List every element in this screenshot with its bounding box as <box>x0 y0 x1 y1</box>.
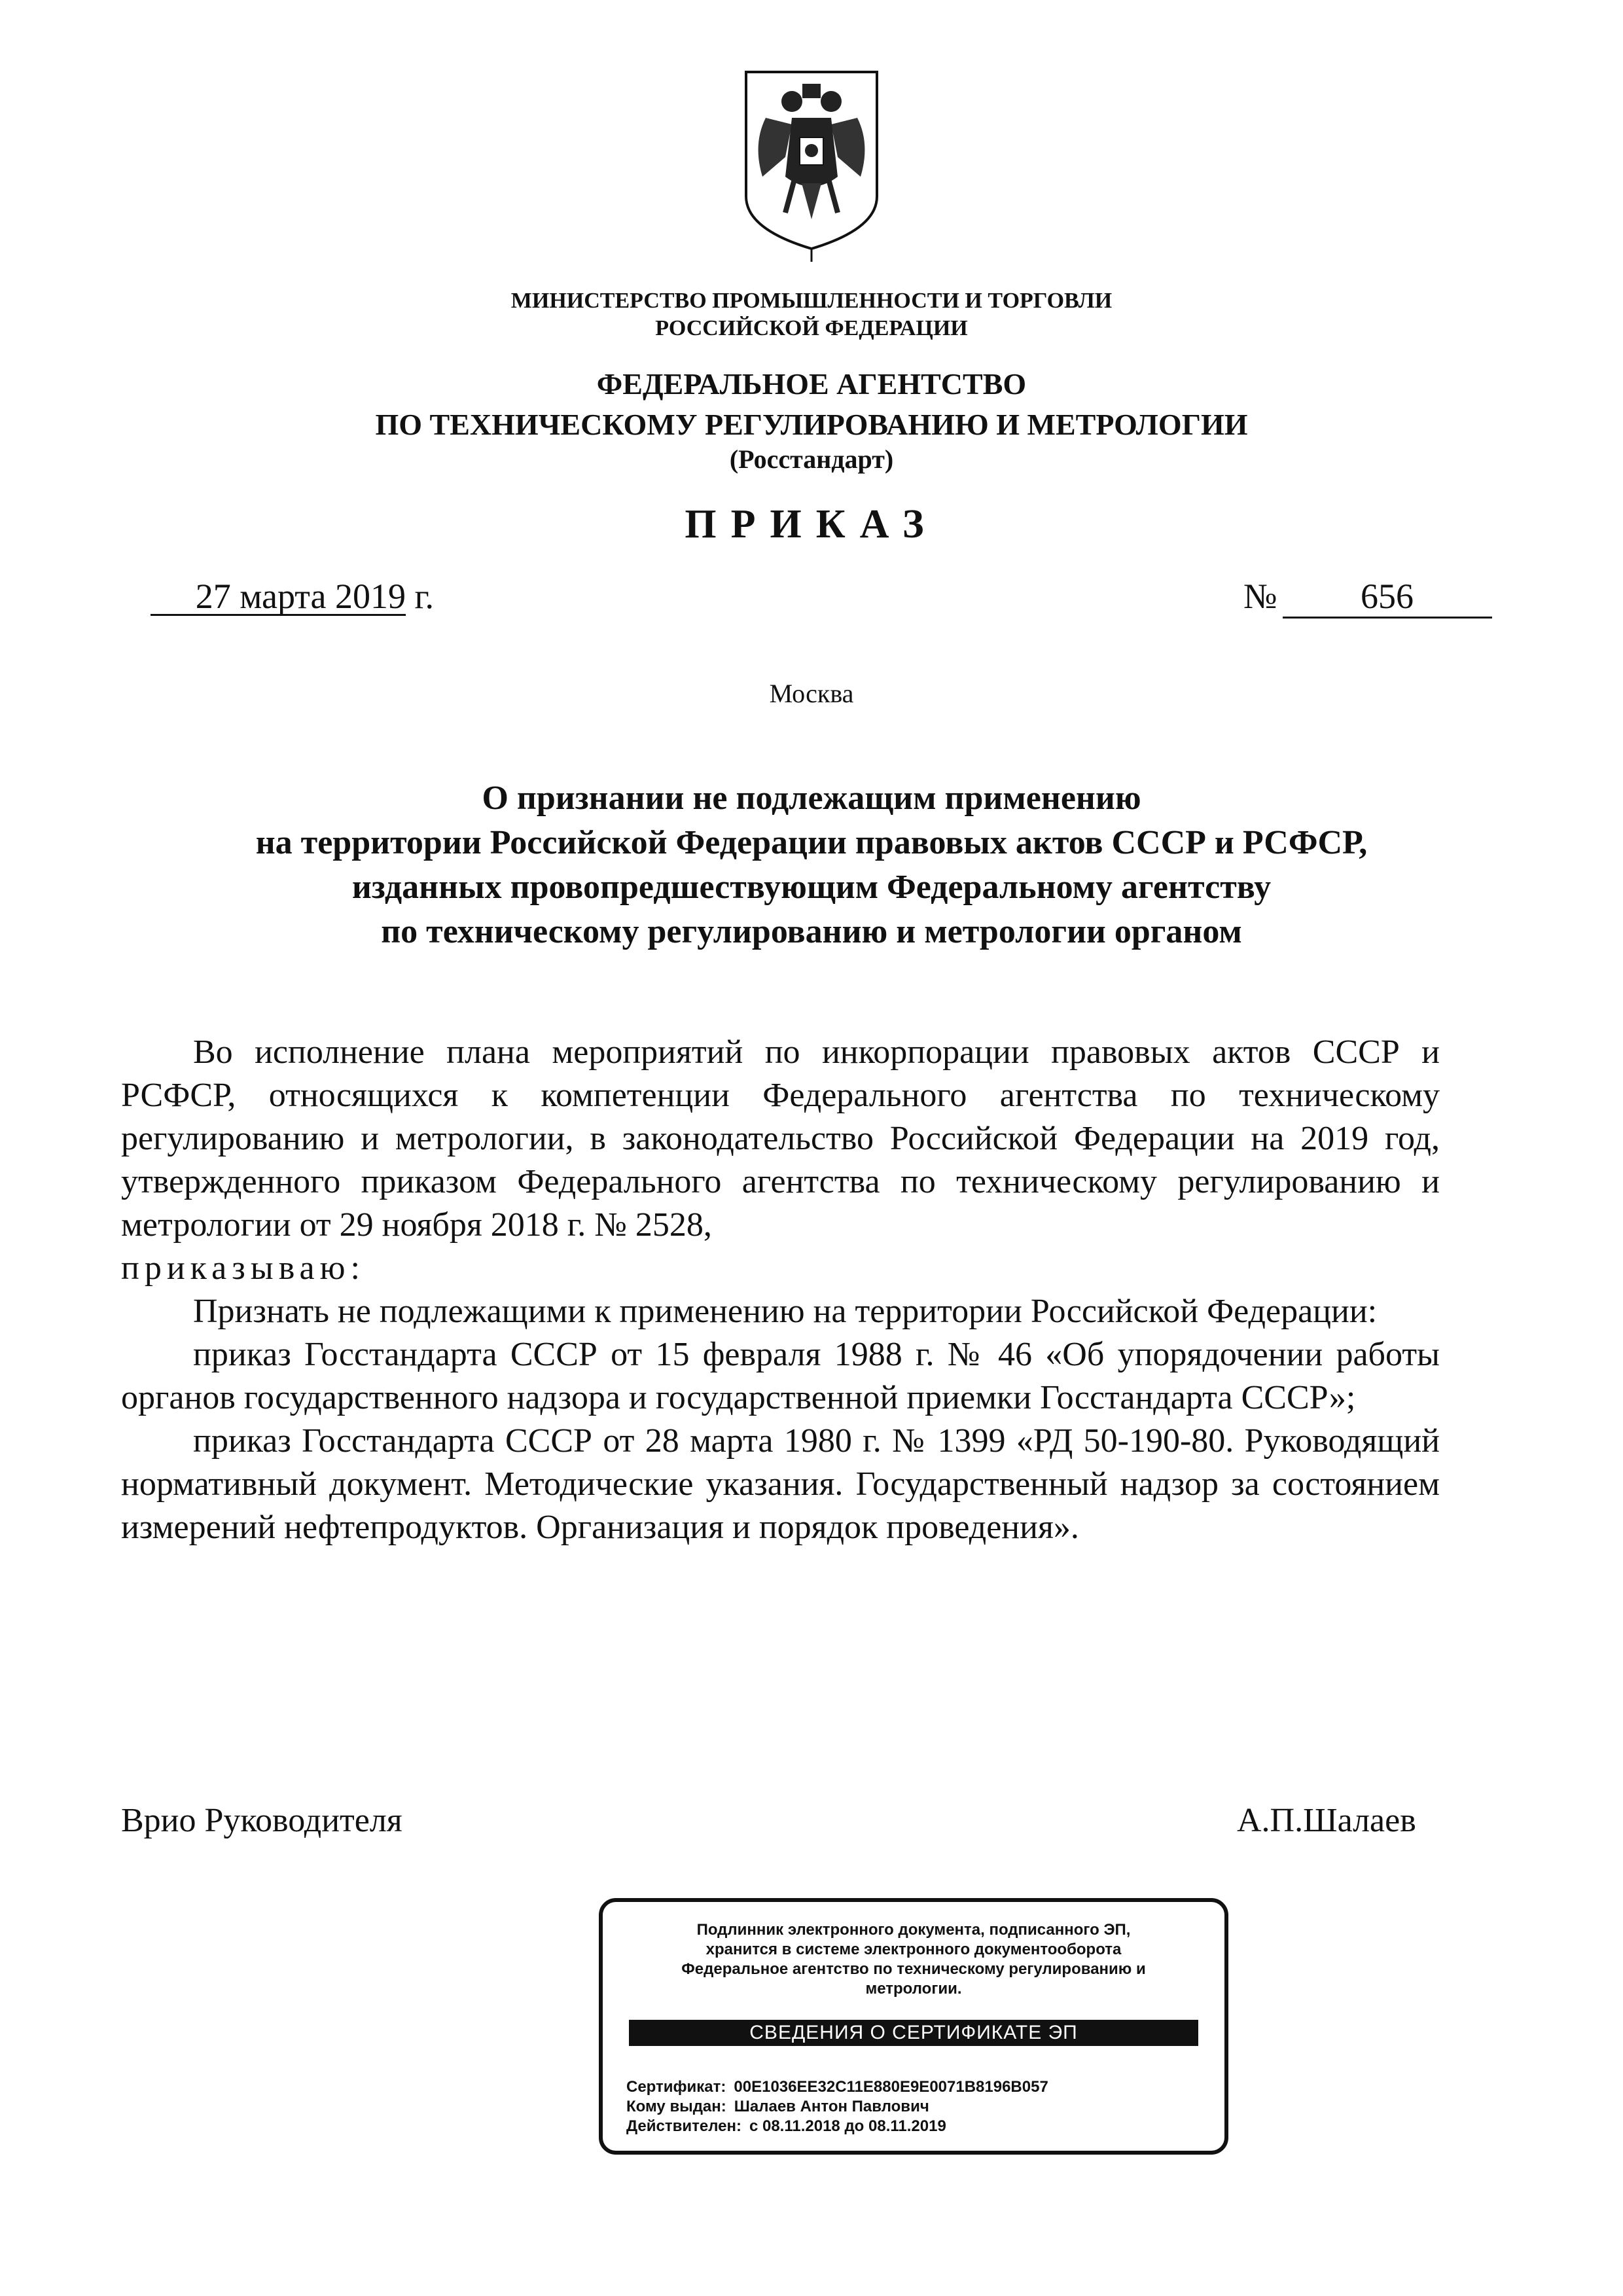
ministry-name-line2: РОССИЙСКОЙ ФЕДЕРАЦИИ <box>655 316 968 340</box>
city: Москва <box>769 679 854 708</box>
signatory-name: А.П.Шалаев <box>1237 1802 1416 1839</box>
order-date-suffix: г. <box>414 577 435 616</box>
subject-line2: на территории Российской Федерации правовых актов СССР и РСФСР, <box>255 824 1368 861</box>
stamp-note-line4: метрологии. <box>865 1980 962 1998</box>
signatory-position: Врио Руководителя <box>121 1802 402 1839</box>
order-directive: приказываю: <box>121 1249 365 1287</box>
subject-line4: по техническому регулированию и метрологии органом <box>381 913 1242 950</box>
body-paragraph-basis: Во исполнение плана мероприятий по инкорпорации правовых актов СССР и РСФСР, относящихся к компетенции Федерального агентства по техническому регулированию и метрологии, в законодательство Российской Федерации на 2019 год, утвержденного приказом Федерального агентства по техническому регулированию и метрологии от 29 ноября 2018 г. № 2528, приказываю: <box>121 1033 1440 1287</box>
stamp-note-line1: Подлинник электронного документа, подписанного ЭП, <box>696 1921 1131 1939</box>
coat-of-arms-emblem <box>740 65 883 262</box>
document-type-title: ПРИКАЗ <box>685 502 938 547</box>
electronic-signature-stamp <box>599 1898 1228 2155</box>
stamp-certificate-header: СВЕДЕНИЯ О СЕРТИФИКАТЕ ЭП <box>629 2020 1198 2046</box>
stamp-issued-row: Кому выдан: Шалаев Антон Павлович <box>626 2098 929 2115</box>
order-subject <box>0 776 1623 954</box>
stamp-note <box>603 1920 1224 1999</box>
subject-line3: изданных провопредшествующим Федеральному агентству <box>351 869 1272 906</box>
subject-line1: О признании не подлежащим применению <box>482 780 1141 817</box>
order-body <box>121 1031 1440 1549</box>
stamp-note-line3: Федеральное агентство по техническому регулированию и <box>681 1960 1146 1978</box>
order-number-label: № <box>1243 577 1277 616</box>
stamp-note-line2: хранится в системе электронного документооборота <box>705 1941 1122 1958</box>
ministry-name-line1: МИНИСТЕРСТВО ПРОМЫШЛЕННОСТИ И ТОРГОВЛИ <box>510 289 1113 313</box>
order-number-value: 656 <box>1283 576 1492 619</box>
agency-name-line1: ФЕДЕРАЛЬНОЕ АГЕНТСТВО <box>596 367 1027 401</box>
agency-short-name: (Росстандарт) <box>729 444 894 474</box>
agency-name-line2: ПО ТЕХНИЧЕСКОМУ РЕГУЛИРОВАНИЮ И МЕТРОЛОГИИ <box>375 408 1248 441</box>
stamp-valid-row: Действителен: с 08.11.2018 до 08.11.2019 <box>626 2117 946 2135</box>
stamp-cert-row: Сертификат: 00E1036EE32C11E880E9E0071B8196B057 <box>626 2078 1048 2096</box>
body-paragraph-act1: приказ Госстандарта СССР от 15 февраля 1988 г. № 46 «Об упорядочении работы органов государственного надзора и государственной приемки Госстандарта СССР»; <box>121 1336 1440 1416</box>
order-date <box>151 576 434 617</box>
order-date-value: 27 марта 2019 <box>151 579 406 616</box>
order-number <box>1243 576 1492 619</box>
stamp-certificate-details <box>626 2077 1048 2136</box>
body-paragraph-act2: приказ Госстандарта СССР от 28 марта 1980 г. № 1399 «РД 50-190-80. Руководящий нормативный документ. Методические указания. Государственный надзор за состоянием измерений нефтепродуктов. Организация и порядок проведения». <box>121 1422 1440 1546</box>
body-paragraph-decision: Признать не подлежащими к применению на территории Российской Федерации: <box>193 1293 1378 1330</box>
